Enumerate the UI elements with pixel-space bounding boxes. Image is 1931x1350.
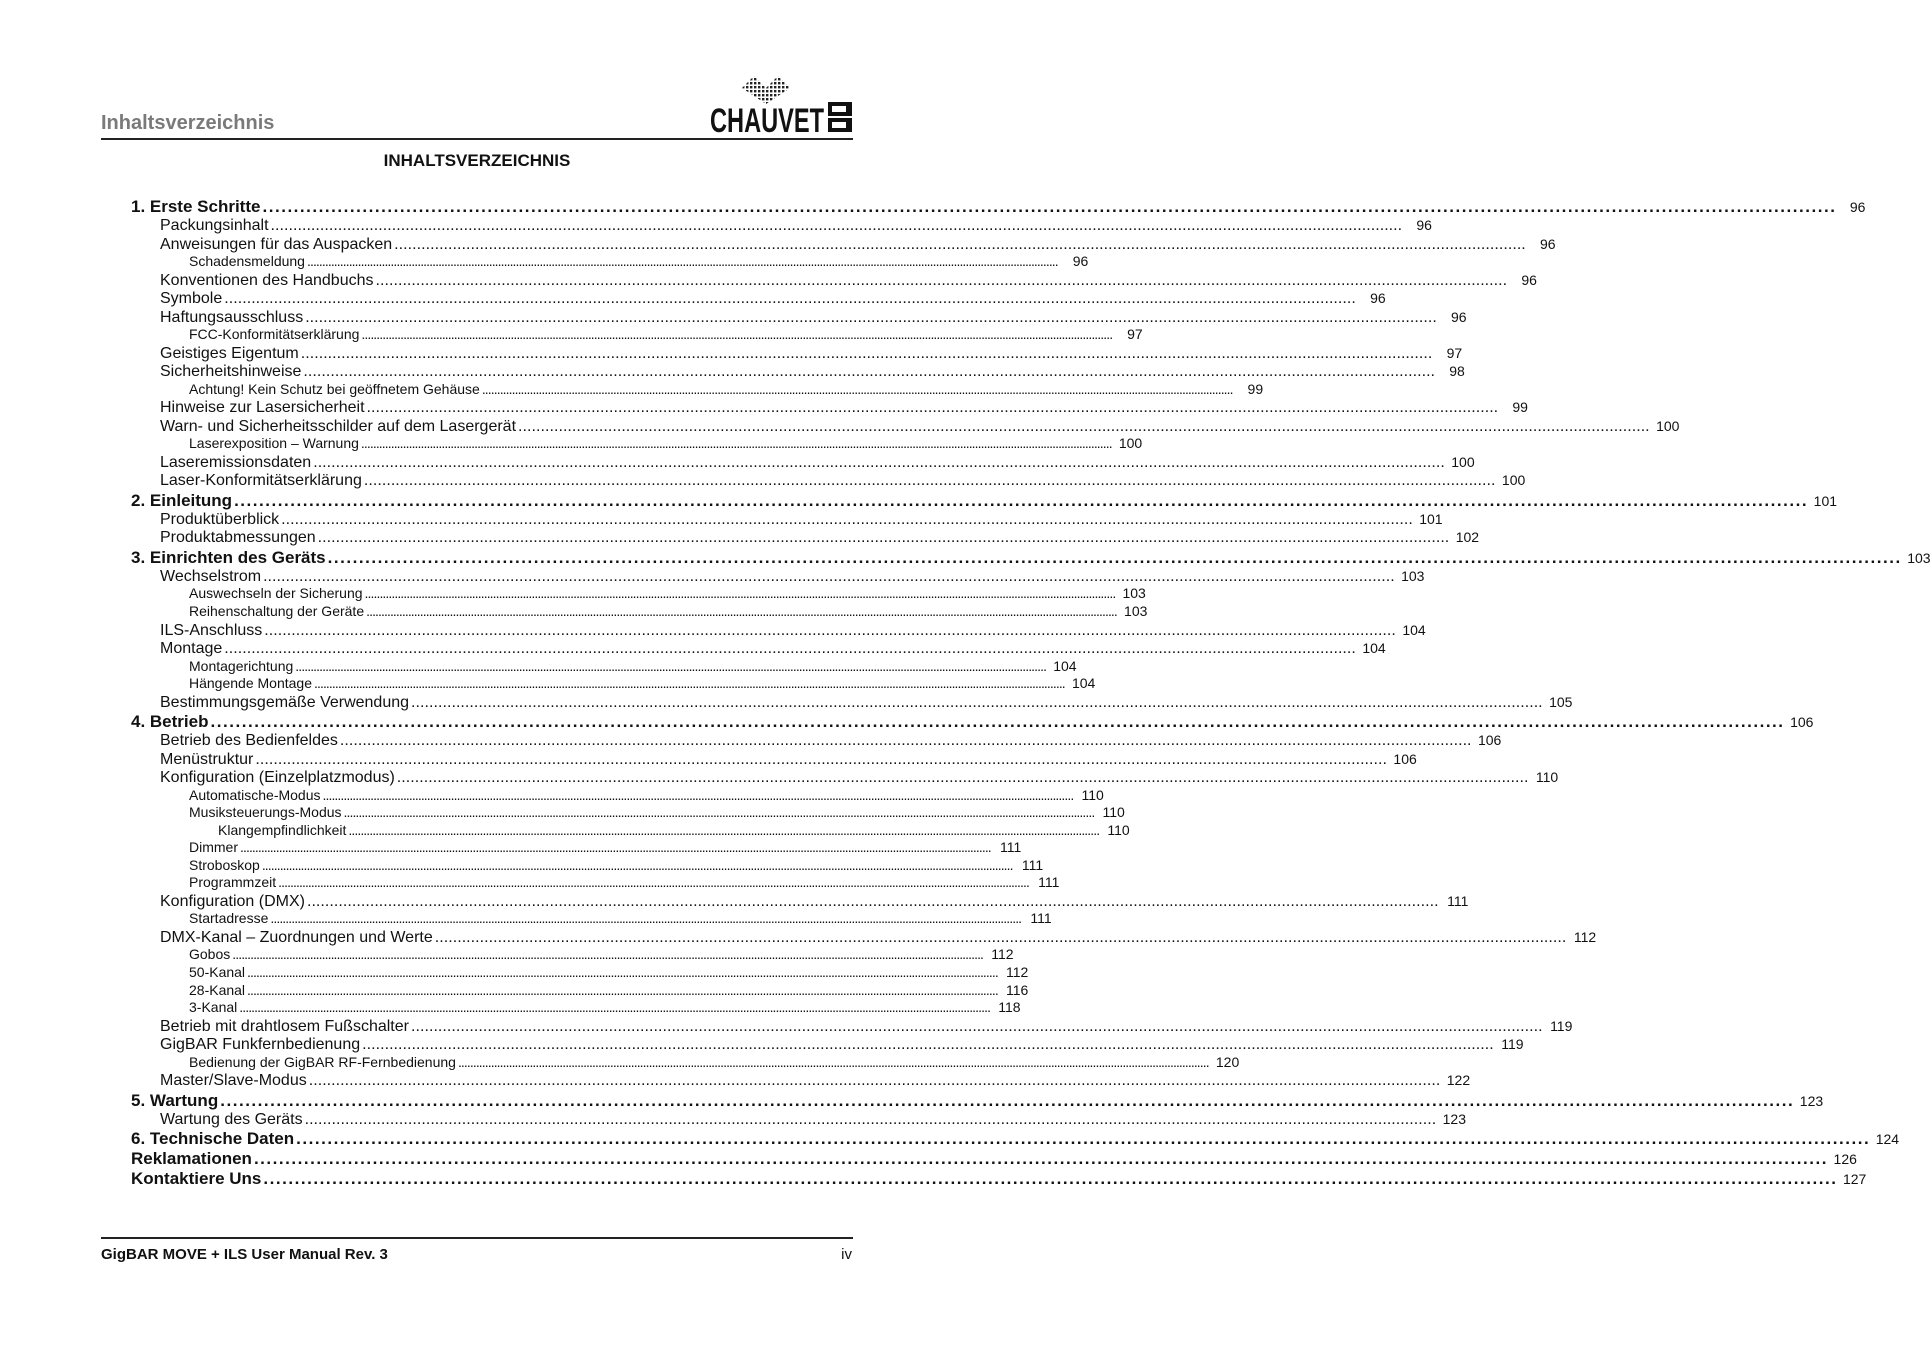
toc-entry-title: Auswechseln der Sicherung (189, 585, 363, 602)
dot-leader (394, 236, 1523, 255)
dot-leader (361, 435, 1110, 453)
dot-leader (247, 964, 996, 982)
dot-leader (309, 1072, 1438, 1091)
toc-entry[interactable] (131, 344, 1463, 363)
table-of-contents (131, 196, 1931, 1189)
toc-entry-title: Laserexposition – Warnung (189, 435, 359, 452)
toc-entry[interactable] (131, 1090, 1824, 1110)
toc-entry-page: 103 (1907, 549, 1931, 566)
toc-entry[interactable] (131, 528, 1480, 547)
toc-entry[interactable] (131, 874, 1060, 892)
toc-entry[interactable] (131, 308, 1467, 327)
toc-entry-page: 100 (1118, 435, 1143, 452)
toc-entry-title: Bedienung der GigBAR RF-Fernbedienung (189, 1053, 456, 1070)
dot-leader (301, 345, 1430, 364)
toc-entry-page: 110 (1107, 821, 1130, 838)
toc-entry-title: Schadensmeldung (189, 253, 305, 269)
chauvet-dj-logo (706, 74, 854, 140)
toc-entry-title: Musiksteuerungs-Modus (189, 804, 342, 821)
toc-entry-title: Anweisungen für das Auspacken (160, 235, 393, 253)
dot-leader (435, 929, 1564, 948)
footer-rule (101, 1237, 853, 1239)
toc-entry-title: Produktüberblick (160, 510, 280, 528)
toc-entry-page: 96 (1072, 253, 1089, 269)
toc-entry-page: 123 (1799, 1092, 1824, 1109)
toc-entry[interactable] (131, 804, 1125, 822)
toc-entry-page: 100 (1656, 417, 1680, 434)
toc-entry[interactable] (131, 1017, 1573, 1036)
toc-entry-title: Stroboskop (189, 856, 260, 873)
toc-entry-title: Laseremissionsdaten (160, 453, 312, 471)
toc-entry[interactable] (131, 768, 1559, 787)
toc-entry-page: 96 (1416, 217, 1432, 233)
toc-entry-page: 111 (1447, 892, 1469, 909)
toc-entry-title: Konventionen des Handbuchs (160, 271, 374, 289)
toc-entry[interactable] (131, 946, 1014, 964)
toc-entry-title: 4. Betrieb (131, 712, 209, 732)
dot-leader (271, 217, 1400, 236)
dot-leader (376, 272, 1505, 291)
toc-entry-title: Packungsinhalt (160, 217, 269, 234)
dot-leader (224, 290, 1353, 309)
toc-entry-page: 105 (1549, 693, 1573, 710)
toc-entry[interactable] (131, 712, 1814, 732)
toc-entry-title: 28-Kanal (189, 981, 246, 998)
toc-entry[interactable] (131, 999, 1021, 1017)
toc-entry-page: 122 (1446, 1072, 1471, 1089)
toc-entry-title: Betrieb des Bedienfeldes (160, 732, 338, 750)
toc-entry[interactable] (131, 856, 1044, 875)
dot-leader (234, 491, 1805, 510)
header-rule (101, 138, 853, 140)
dot-leader (270, 910, 1019, 928)
toc-entry[interactable] (131, 892, 1469, 911)
dot-leader (240, 839, 989, 857)
dot-leader (263, 568, 1392, 587)
dot-leader (307, 893, 1436, 912)
toc-entry-title: Laser-Konformitätserklärung (160, 472, 362, 490)
toc-entry-page: 106 (1790, 714, 1814, 731)
toc-entry-page: 112 (991, 946, 1014, 963)
footer-manual-title: GigBAR MOVE + ILS User Manual Rev. 3 (101, 1246, 388, 1263)
toc-entry-title: 3. Einrichten des Geräts (131, 547, 326, 567)
toc-entry-title: Warn- und Sicherheitsschilder auf dem Lasergerät (160, 417, 517, 435)
toc-entry[interactable] (131, 289, 1386, 308)
dot-leader (262, 857, 1011, 875)
toc-entry-page: 96 (1370, 290, 1386, 307)
dot-leader (361, 326, 1110, 344)
toc-entry-title: Montagerichtung (189, 657, 294, 674)
toc-entry-title: Symbole (160, 290, 223, 308)
dot-leader (224, 640, 1353, 659)
svg-text:CHAUVET: CHAUVET (710, 102, 825, 140)
toc-entry[interactable] (131, 1071, 1471, 1090)
toc-entry-page: 96 (1849, 199, 1866, 215)
toc-entry-title: Reklamationen (131, 1149, 252, 1169)
dot-leader (318, 529, 1447, 548)
dot-leader (278, 874, 1027, 892)
toc-heading: INHALTSVERZEICHNIS (383, 151, 571, 170)
toc-entry[interactable] (131, 471, 1526, 490)
toc-entry-title: Betrieb mit drahtlosem Fußschalter (160, 1017, 409, 1035)
toc-entry-page: 111 (1030, 910, 1052, 927)
toc-entry-title: GigBAR Funkfernbedienung (160, 1036, 361, 1054)
dot-leader (239, 999, 988, 1017)
toc-entry[interactable] (131, 1035, 1524, 1054)
toc-entry-page: 120 (1215, 1053, 1240, 1070)
dot-leader (254, 1149, 1825, 1168)
toc-entry[interactable] (131, 693, 1573, 712)
toc-entry-title: Hinweise zur Lasersicherheit (160, 399, 365, 417)
dot-leader (295, 658, 1044, 676)
dot-leader (255, 751, 1384, 770)
toc-entry-title: 5. Wartung (131, 1090, 219, 1110)
toc-entry-page: 100 (1501, 472, 1526, 489)
dot-leader (263, 1169, 1834, 1188)
toc-entry[interactable] (131, 981, 1029, 1000)
toc-entry-title: Hängende Montage (189, 675, 312, 692)
dot-leader (307, 253, 1056, 271)
toc-entry-page: 106 (1477, 732, 1502, 749)
dot-leader (314, 675, 1063, 693)
toc-entry[interactable] (131, 838, 1022, 857)
toc-entry-title: DMX-Kanal – Zuordnungen und Werte (160, 928, 433, 946)
toc-entry[interactable] (131, 510, 1443, 529)
dot-leader (518, 418, 1647, 437)
dot-leader (262, 197, 1833, 216)
toc-entry[interactable] (131, 1149, 1857, 1169)
toc-entry[interactable] (131, 380, 1264, 399)
toc-entry-title: Sicherheitshinweise (160, 363, 302, 381)
toc-entry[interactable] (131, 963, 1029, 982)
toc-entry-page: 99 (1247, 380, 1264, 397)
toc-entry-title: Konfiguration (DMX) (160, 892, 305, 910)
toc-entry[interactable] (131, 585, 1146, 603)
toc-entry[interactable] (131, 731, 1502, 750)
dot-leader (458, 1054, 1207, 1072)
dot-leader (210, 712, 1781, 731)
toc-entry-page: 96 (1451, 308, 1467, 325)
toc-entry[interactable] (131, 197, 1866, 216)
toc-entry-page: 97 (1446, 344, 1463, 361)
dot-leader (247, 982, 996, 1000)
toc-entry-title: Haftungsausschluss (160, 308, 304, 326)
toc-entry[interactable] (131, 750, 1417, 769)
toc-entry-title: Kontaktiere Uns (131, 1169, 262, 1189)
toc-entry[interactable] (131, 417, 1680, 436)
toc-entry-title: Wartung des Geräts (160, 1110, 303, 1128)
toc-entry-page: 111 (1038, 874, 1060, 891)
toc-entry-page: 124 (1875, 1131, 1900, 1148)
toc-entry[interactable] (131, 675, 1096, 693)
toc-entry-title: 50-Kanal (189, 963, 246, 980)
toc-entry[interactable] (131, 1110, 1466, 1129)
toc-entry-title: 1. Erste Schritte (131, 197, 261, 216)
toc-entry[interactable] (131, 621, 1426, 640)
toc-entry-page: 104 (1053, 657, 1077, 674)
toc-entry-page: 103 (1124, 602, 1148, 619)
dot-leader (411, 1018, 1540, 1037)
dot-leader (411, 694, 1540, 713)
footer-page-number: iv (841, 1246, 852, 1263)
dot-leader (366, 603, 1115, 621)
toc-entry-title: 3-Kanal (189, 999, 238, 1016)
toc-entry-page: 99 (1512, 399, 1528, 416)
toc-entry[interactable] (131, 235, 1556, 254)
dot-leader (364, 472, 1493, 491)
toc-entry-title: Master/Slave-Modus (160, 1072, 307, 1090)
section-title: Inhaltsverzeichnis (101, 112, 275, 134)
toc-entry[interactable] (131, 253, 1089, 271)
dot-leader (367, 399, 1496, 418)
toc-entry-page: 97 (1127, 326, 1143, 343)
toc-entry-page: 106 (1393, 750, 1417, 767)
dot-leader (305, 1111, 1434, 1130)
toc-entry[interactable] (131, 786, 1104, 805)
toc-entry-title: 2. Einleitung (131, 490, 233, 510)
toc-entry-title: Gobos (189, 946, 231, 963)
toc-entry[interactable] (131, 435, 1143, 453)
dot-leader (323, 787, 1072, 805)
toc-entry-page: 112 (1573, 928, 1597, 945)
toc-entry[interactable] (131, 639, 1386, 658)
toc-entry-page: 110 (1102, 804, 1125, 821)
dot-leader (264, 622, 1393, 641)
toc-entry[interactable] (131, 1129, 1900, 1149)
dot-leader (362, 1036, 1491, 1055)
toc-entry-page: 116 (1006, 981, 1029, 998)
toc-entry-page: 96 (1539, 235, 1556, 252)
dot-leader (220, 1091, 1791, 1110)
toc-entry[interactable] (131, 602, 1148, 621)
toc-entry-page: 118 (998, 999, 1021, 1016)
toc-entry-page: 98 (1449, 363, 1465, 380)
toc-entry-page: 112 (1006, 963, 1029, 980)
dot-leader (305, 309, 1434, 328)
dot-leader (348, 822, 1097, 839)
toc-entry-page: 104 (1362, 640, 1386, 657)
dot-leader (232, 946, 981, 964)
toc-entry-title: ILS-Anschluss (160, 621, 263, 639)
toc-entry[interactable] (131, 821, 1130, 839)
toc-entry-title: Dimmer (189, 838, 238, 855)
toc-entry[interactable] (131, 1053, 1240, 1072)
toc-entry-page: 103 (1122, 585, 1146, 602)
toc-entry-page: 110 (1081, 786, 1104, 803)
toc-entry-page: 100 (1451, 453, 1475, 470)
toc-entry-page: 101 (1813, 492, 1838, 509)
dot-leader (340, 732, 1469, 751)
toc-entry-title: Produktabmessungen (160, 529, 316, 547)
toc-entry-page: 102 (1455, 529, 1480, 546)
toc-entry[interactable] (131, 398, 1528, 417)
dot-leader (328, 548, 1899, 567)
toc-entry-title: Wechselstrom (160, 567, 262, 585)
toc-entry-title: Montage (160, 640, 223, 658)
toc-entry-page: 110 (1535, 769, 1559, 786)
toc-entry-page: 104 (1071, 675, 1096, 692)
dot-leader (303, 363, 1432, 382)
toc-entry-title: Programmzeit (189, 874, 277, 891)
dot-leader (313, 454, 1442, 473)
toc-entry-page: 96 (1521, 271, 1537, 288)
dot-leader (365, 585, 1114, 603)
toc-entry-title: Klangempfindlichkeit (218, 821, 347, 838)
toc-entry-title: FCC-Konformitätserklärung (189, 326, 360, 343)
toc-entry-page: 119 (1550, 1017, 1573, 1034)
toc-entry-title: Geistiges Eigentum (160, 344, 299, 362)
toc-entry[interactable] (131, 928, 1597, 947)
toc-entry[interactable] (131, 271, 1537, 290)
toc-entry-page: 111 (1021, 856, 1044, 873)
toc-entry[interactable] (131, 910, 1052, 928)
toc-entry[interactable] (131, 453, 1475, 472)
dot-leader (281, 511, 1410, 530)
toc-entry-page: 111 (1000, 838, 1022, 855)
toc-entry-page: 127 (1842, 1171, 1867, 1188)
toc-entry[interactable] (131, 326, 1143, 344)
toc-entry[interactable] (131, 657, 1077, 676)
dot-leader (397, 769, 1526, 788)
toc-entry[interactable] (131, 1169, 1867, 1189)
toc-entry[interactable] (131, 567, 1425, 586)
toc-entry-title: Menüstruktur (160, 750, 254, 768)
toc-entry[interactable] (131, 547, 1931, 567)
toc-entry-page: 123 (1442, 1110, 1466, 1127)
toc-entry-title: Konfiguration (Einzelplatzmodus) (160, 769, 395, 787)
toc-entry-page: 119 (1501, 1036, 1524, 1053)
toc-entry[interactable] (131, 216, 1432, 235)
toc-entry-title: Bestimmungsgemäße Verwendung (160, 693, 410, 711)
toc-entry-page: 104 (1402, 621, 1426, 638)
toc-entry-title: Achtung! Kein Schutz bei geöffnetem Gehäuse (189, 380, 480, 397)
toc-entry-page: 126 (1833, 1151, 1857, 1168)
toc-entry[interactable] (131, 490, 1838, 510)
toc-entry-page: 103 (1401, 567, 1425, 584)
toc-entry-page: 101 (1419, 510, 1443, 527)
toc-entry-title: Reihenschaltung der Geräte (189, 602, 365, 619)
dot-leader (344, 804, 1093, 822)
toc-entry[interactable] (131, 362, 1465, 381)
toc-entry-title: Startadresse (189, 910, 269, 927)
dot-leader (296, 1129, 1867, 1148)
toc-entry-title: Automatische-Modus (189, 786, 321, 803)
toc-entry-title: 6. Technische Daten (131, 1129, 295, 1149)
dot-leader (482, 381, 1231, 399)
